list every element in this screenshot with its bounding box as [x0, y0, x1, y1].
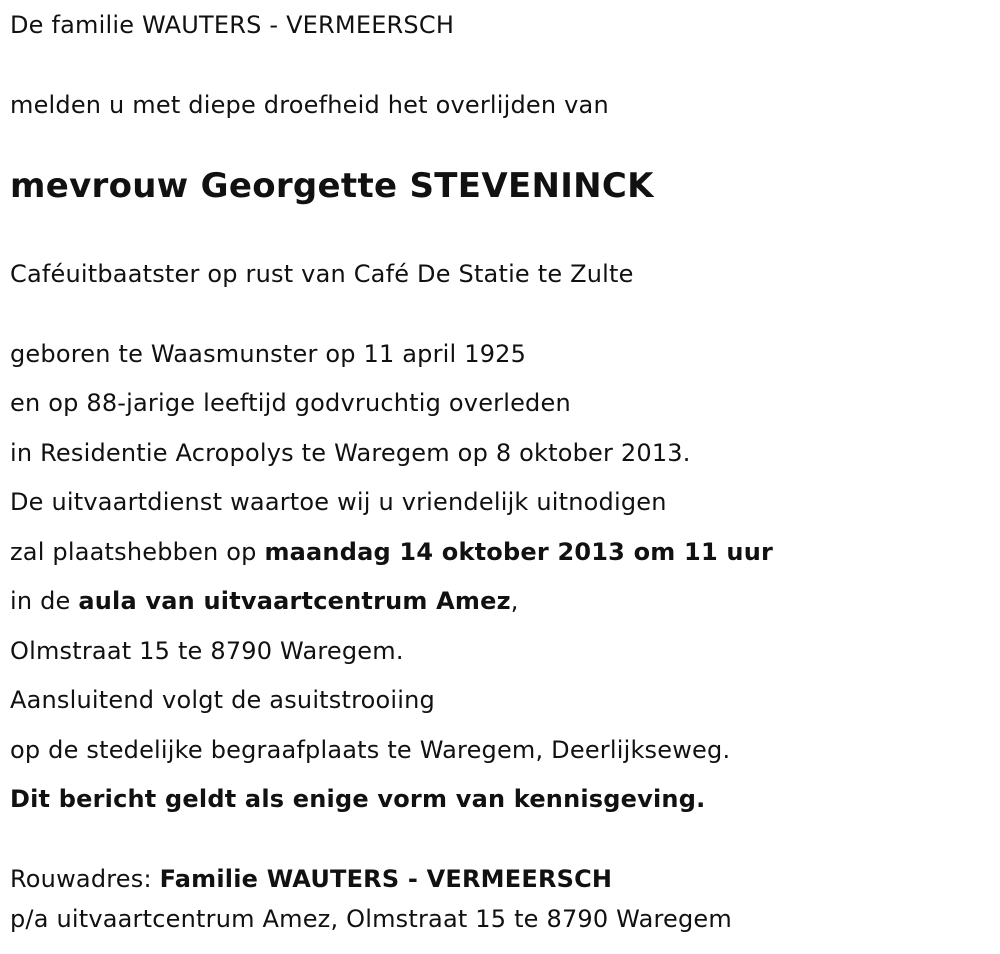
location-line: [10, 586, 519, 616]
mourning-address-line: [10, 864, 612, 894]
announcement-line: melden u met diepe droefheid het overlijden van: [10, 91, 609, 119]
notice-line: Dit bericht geldt als enige vorm van kennisgeving.: [10, 785, 706, 813]
death-place-line: in Residentie Acropolys te Waregem op 8 oktober 2013.: [10, 439, 691, 467]
mourning-address-name: Familie WAUTERS - VERMEERSCH: [159, 865, 613, 893]
followup-line: Aansluitend volgt de asuitstrooiing: [10, 686, 435, 714]
mourning-address-label: Rouwadres:: [10, 865, 160, 893]
location-prefix: in de: [10, 587, 79, 615]
age-line: en op 88-jarige leeftijd godvruchtig overleden: [10, 389, 571, 417]
occupation-line: Caféuitbaatster op rust van Café De Statie te Zulte: [10, 260, 634, 288]
invitation-line: De uitvaartdienst waartoe wij u vriendelijk uitnodigen: [10, 488, 667, 516]
location-name: aula van uitvaartcentrum Amez: [78, 587, 511, 615]
location-suffix: ,: [510, 587, 519, 615]
birth-line: geboren te Waasmunster op 11 april 1925: [10, 340, 527, 368]
family-line: De familie WAUTERS - VERMEERSCH: [10, 11, 455, 39]
cemetery-line: op de stedelijke begraafplaats te Waregem, Deerlijkseweg.: [10, 736, 731, 764]
address-line: Olmstraat 15 te 8790 Waregem.: [10, 637, 404, 665]
service-prefix: zal plaatshebben op: [10, 538, 265, 566]
service-line: [10, 537, 773, 567]
deceased-name: mevrouw Georgette STEVENINCK: [10, 166, 654, 206]
service-datetime: maandag 14 oktober 2013 om 11 uur: [264, 538, 774, 566]
mourning-address-detail: p/a uitvaartcentrum Amez, Olmstraat 15 te 8790 Waregem: [10, 905, 732, 933]
